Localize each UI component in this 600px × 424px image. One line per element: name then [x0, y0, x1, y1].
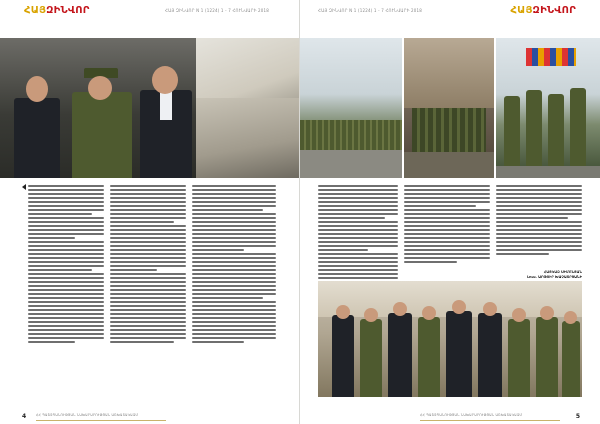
issue-line-right: ՀԱՅ ԶԻՆՎՈՐ N 1 (1224) 1 - 7 ՀՈՒՆՎԱՐԻ 2018	[318, 8, 422, 13]
magazine-logo	[24, 5, 90, 16]
right-header	[300, 0, 600, 22]
article-byline	[527, 270, 582, 280]
officer-head	[88, 76, 112, 100]
byline-author: ՀԱՅԿԱԶ ՍԻՄՈՆՅԱՆ	[543, 270, 582, 274]
photo-parade-rows	[300, 38, 402, 178]
page-number-right: 5	[575, 413, 580, 420]
left-header	[0, 0, 299, 22]
left-footer	[0, 408, 299, 424]
figure-shirt	[160, 90, 172, 120]
byline-photo-credit: Լուս. ԱՐԹՈՒՐ ԽԱՉԱՏՐՅԱՆԻ	[527, 275, 582, 279]
photo-handshake	[0, 38, 300, 178]
right-footer	[300, 408, 600, 424]
photo-parade-ground	[196, 38, 300, 178]
figure-suit	[14, 98, 60, 178]
text-column-5	[404, 185, 490, 265]
photo-group-officials	[318, 281, 582, 397]
text-column-2	[110, 185, 186, 345]
magazine-logo-right: ՀԱՅԶԻՆՎՈՐ	[510, 5, 576, 16]
issue-line: ՀԱՅ ԶԻՆՎՈՐ N 1 (1224) 1 - 7 ՀՈՒՆՎԱՐԻ 2018	[165, 8, 269, 13]
right-page	[300, 0, 600, 424]
text-column-6	[496, 185, 582, 257]
figure-head	[26, 76, 48, 102]
page-number-left: 4	[22, 413, 27, 420]
figure-head-2	[152, 66, 178, 94]
logo-part-b: ԶԻՆՎՈՐ	[46, 5, 90, 16]
text-column-3	[192, 185, 276, 345]
footer-text-right: ՀՀ ՊԱՇՏՊԱՆՈՒԹՅԱՆ ՆԱԽԱՐԱՐՈՒԹՅԱՆ ԱՇԽԱՏԱԿԱԶՄ	[420, 413, 523, 417]
footer-text-left: ՀՀ ՊԱՇՏՊԱՆՈՒԹՅԱՆ ՆԱԽԱՐԱՐՈՒԹՅԱՆ ԱՇԽԱՏԱԿԱԶՄ	[36, 413, 139, 417]
photo-building-parade	[404, 38, 494, 178]
flags	[526, 48, 576, 66]
figure-officer	[72, 92, 132, 178]
text-column-1	[28, 185, 104, 345]
paragraph-bullet	[22, 184, 26, 190]
logo-part-a: ՀԱՅ	[24, 5, 47, 16]
photo-marching-soldiers	[496, 38, 600, 178]
